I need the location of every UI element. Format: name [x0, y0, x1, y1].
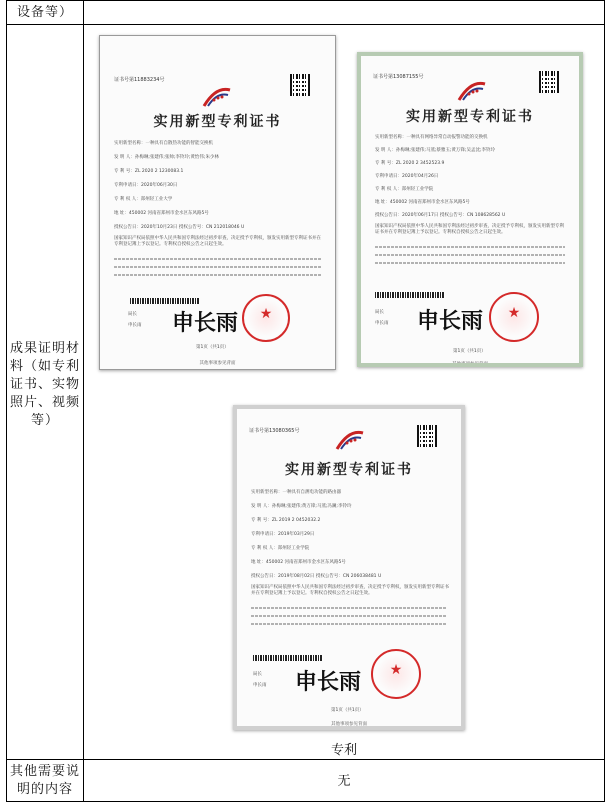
certificate-number: 证书号第11883234号: [114, 77, 165, 83]
patent-certificate-1: [99, 35, 336, 370]
other-label-line: 其他需要说: [9, 764, 80, 779]
barcode: [253, 655, 323, 661]
patent-office-emblem-icon: [457, 78, 487, 102]
barcode: [375, 292, 445, 298]
signature-name: 申长雨: [128, 323, 142, 328]
column-divider: [83, 1, 84, 801]
signature-title: 局长: [375, 310, 384, 315]
handwritten-signature: 申长雨: [295, 669, 362, 695]
barcode: [130, 298, 200, 304]
certificate-body: 国家知识产权局依照中华人民共和国专利法经过初步审查，决定授予专利权，颁发实用新型专利证书并在专利登记簿上予以登记。专利权自授权公告之日起生效。: [114, 236, 321, 247]
certificate-footer: 其他事项参见背面: [199, 361, 236, 366]
evidence-label-line: 料（如专利: [9, 359, 80, 374]
certificate-number: 证书号第13087155号: [373, 74, 424, 80]
signature-title: 局长: [128, 312, 137, 317]
certificate-field: 地 址：450002 河南省郑州市金水区东风路5号: [375, 200, 470, 205]
handwritten-signature: 申长雨: [172, 310, 239, 336]
certificate-field: 专 利 权 人：郑州轻工业学院: [375, 187, 434, 192]
evidence-label-line: 证书、实物: [9, 377, 80, 392]
signature-name: 申长雨: [253, 683, 267, 688]
equipment-label: 设备等）: [16, 5, 73, 20]
evidence-caption: 专利: [330, 743, 357, 758]
certificate-field: 专 利 号：ZL 2020 2 1230083.1: [114, 169, 184, 174]
page-note: 第1页（共1页）: [196, 345, 229, 350]
row-divider: [7, 24, 604, 25]
evidence-label-line: 照片、视频: [9, 395, 80, 410]
patent-office-emblem-icon: [202, 84, 232, 108]
signature-title: 局长: [253, 672, 262, 677]
official-seal: [371, 649, 421, 699]
certificate-footer: 其他事项参见背面: [452, 362, 488, 367]
qr-code-icon: [539, 71, 559, 93]
certificate-title: 实用新型专利证书: [285, 462, 413, 478]
certificate-body: 国家知识产权局依照中华人民共和国专利法经过初步审查，决定授予专利权，颁发实用新型专利证书并在专利登记簿上予以登记。专利权自授权公告之日起生效。: [375, 224, 564, 235]
certificate-title: 实用新型专利证书: [153, 114, 282, 130]
certificate-field: 专 利 号：ZL 2020 2 3452523.9: [375, 161, 445, 166]
evidence-label-line: 成果证明材: [9, 341, 80, 356]
patent-certificate-3: [233, 405, 465, 730]
certificate-field: 授权公告日：2019年08月02日 授权公告号：CN 206038481 U: [251, 574, 382, 579]
other-label-line: 明的内容: [16, 782, 73, 797]
certificate-field: 实用新型名称：一种具有自测电功能的路由器: [251, 490, 341, 495]
signature-name: 申长雨: [375, 321, 389, 326]
official-seal: [242, 294, 290, 342]
certificate-body: 国家知识产权局依照中华人民共和国专利法经过初步审查，决定授予专利权，颁发实用新型专利证书并在专利登记簿上予以登记。专利权自授权公告之日起生效。: [251, 585, 449, 596]
certificate-number: 证书号第13080365号: [249, 428, 300, 434]
certificate-field: 发 明 人：孙梅琳;张建伟;马蒸;蔡雅玉;黄万锋;吴孟沈;李铃玲: [375, 148, 495, 153]
certificate-field: 实用新型名称：一种具有网络异常自动报警功能的交换机: [375, 135, 488, 140]
certificate-field: 专 利 权 人：郑州轻工业大学: [114, 197, 173, 202]
evidence-label: [7, 340, 83, 430]
official-seal: [489, 292, 539, 342]
other-value: 无: [337, 774, 351, 789]
certificate-field: 专利申请日：2019年03月29日: [251, 532, 315, 537]
other-label: [7, 763, 83, 799]
qr-code-icon: [417, 425, 437, 447]
evidence-label-line: 等）: [30, 413, 59, 428]
certificate-field: 专 利 权 人：郑州轻工业学院: [251, 546, 310, 551]
page-note: 第1页（共1页）: [453, 349, 486, 354]
patent-office-emblem-icon: [335, 427, 365, 451]
certificate-field: 实用新型名称：一种具有自散热功能的智能交换机: [114, 141, 213, 146]
certificate-field: 专 利 号：ZL 2019 2 0452032.2: [251, 518, 321, 523]
certificate-title: 实用新型专利证书: [406, 109, 534, 125]
certificate-field: 授权公告日：2020年06月17日 授权公告号：CN 108628562 U: [375, 213, 506, 218]
certificate-field: 发 明 人：孙梅琳;张建伟;黄万锋;马蒸;冯澜;李铃玲: [251, 504, 352, 509]
certificate-field: 专利申请日：2020年04月26日: [375, 174, 439, 179]
qr-code-icon: [290, 74, 310, 96]
certificate-footer: 其他事项参见背面: [331, 722, 367, 727]
handwritten-signature: 申长雨: [417, 308, 484, 334]
certificate-field: 发 明 人：孙梅琳;张建伟;张帅;李铃玲;黄怡伟;朱少林: [114, 155, 219, 160]
row-divider: [7, 759, 604, 760]
certificate-field: 地 址：450002 河南省郑州市金水区东风路5号: [251, 560, 346, 565]
certificate-field: 授权公告日：2020年10月23日 授权公告号：CN 212018046 U: [114, 225, 245, 230]
patent-certificate-2: [357, 52, 583, 367]
certificate-field: 专利申请日：2020年06月30日: [114, 183, 178, 188]
page-note: 第1页（共1页）: [331, 708, 364, 713]
certificate-field: 地 址：450002 河南省郑州市金水区东风路5号: [114, 211, 209, 216]
